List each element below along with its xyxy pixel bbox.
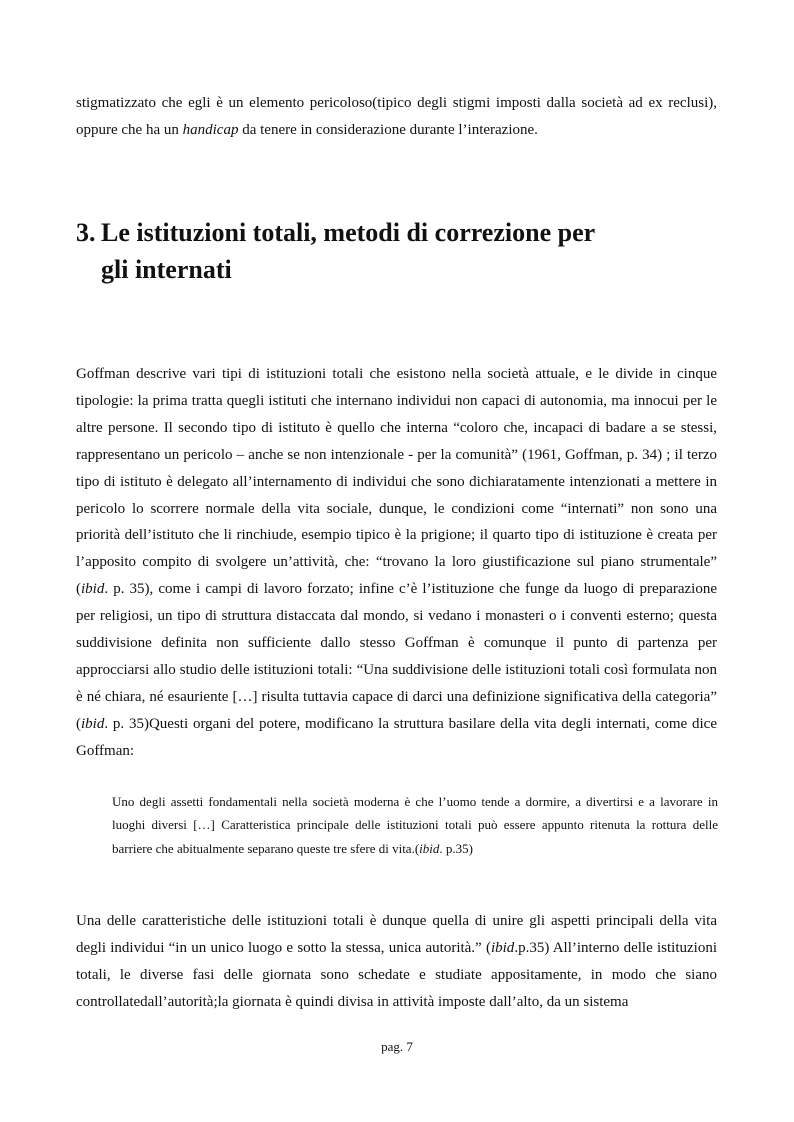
section-title-line-1: Le istituzioni totali, metodi di correzione per: [101, 218, 596, 247]
para1-ibid-1: ibid: [81, 581, 105, 598]
intro-italic-term: handicap: [182, 121, 239, 138]
quote-text: Uno degli assetti fondamentali nella società moderna è che l’uomo tende a dormire, a divertirsi e a lavorare in luoghi diversi […] Caratteristica principale delle istituzioni totali può essere appunto ritenuta la rottura delle barriere che abitualmente separano queste tre sfere di vita.(: [112, 794, 718, 856]
page-number: pag. 7: [381, 1039, 413, 1054]
block-quote: [112, 790, 718, 860]
intro-paragraph: [76, 90, 717, 144]
body-paragraph-2: [76, 908, 717, 1016]
section-number: 3.: [76, 218, 96, 247]
intro-text-end: da tenere in considerazione durante l’interazione.: [238, 121, 538, 138]
body-paragraph-1: [76, 361, 717, 765]
para2-ibid: ibid: [490, 940, 515, 956]
para1-text-2: . p. 35), come i campi di lavoro forzato; infine c’è l’istituzione che funge da luogo di preparazione per religiosi, un tipo di struttura distaccata dal mondo, si vedano i monasteri o i conventi esterno; questa suddivisione definita non sufficiente dallo stesso Goffman è comunque il punto di partenza per approcciarsi allo studio delle istituzioni totali: “Una suddivisione delle istituzioni totali così formulata non è né chiara, né esauriente […] risulta tuttavia capace di darci una definizione significativa della categoria” (: [76, 581, 717, 732]
quote-ibid: ibid: [419, 840, 440, 856]
para1-text-1: Goffman descrive vari tipi di istituzioni totali che esistono nella società attuale, e le divide in cinque tipologie: la prima tratta quegli istituti che internano individui non capaci di autonomia, ma innocui per le altre persone. Il secondo tipo di istituto è quello che interna “coloro che, incapaci di badare a se stessi, rappresentano un pericolo – anche se non intenzionale - per la comunità” (1961, Goffman, p. 34) ; il terzo tipo di istituto è delegato all’internamento di individui che sono dichiaratamente intenzionati a mettere in pericolo lo scorrere normale della vita sociale, dunque, le condizioni come “internati” non sono una priorità dell’istituto che li rinchiude, esempio tipico è la prigione; il quarto tipo di istituzione è creata per l’apposito compito di svolgere un’attività, che: “trovano la loro giustificazione sul piano strumentale” (: [76, 366, 717, 598]
section-heading: [76, 214, 717, 288]
para2-text-2: .p.35) All’interno delle istituzioni totali, le diverse fasi delle giornata sono schedate e studiate appositamente, in modo che siano controllatedall’autorità;la giornata è quindi divisa in attività imposte dall’alto, da un sistema: [76, 940, 717, 1010]
para2-text-1: Una delle caratteristiche delle istituzioni totali è dunque quella di unire gli aspetti principali della vita degli individui “in un unico luogo e sotto la stessa, unica autorità.” (: [76, 913, 717, 956]
para1-ibid-2: ibid: [81, 715, 105, 732]
para1-text-3: . p. 35)Questi organi del potere, modificano la struttura basilare della vita degli internati, come dice Goffman:: [76, 715, 717, 759]
intro-text-start: stigmatizzato che egli è un elemento pericoloso(tipico degli stigmi imposti dalla società ad ex reclusi), oppure che ha un: [76, 95, 717, 138]
quote-citation: . p.35): [439, 840, 473, 856]
section-title-line-2: gli internati: [101, 255, 232, 284]
